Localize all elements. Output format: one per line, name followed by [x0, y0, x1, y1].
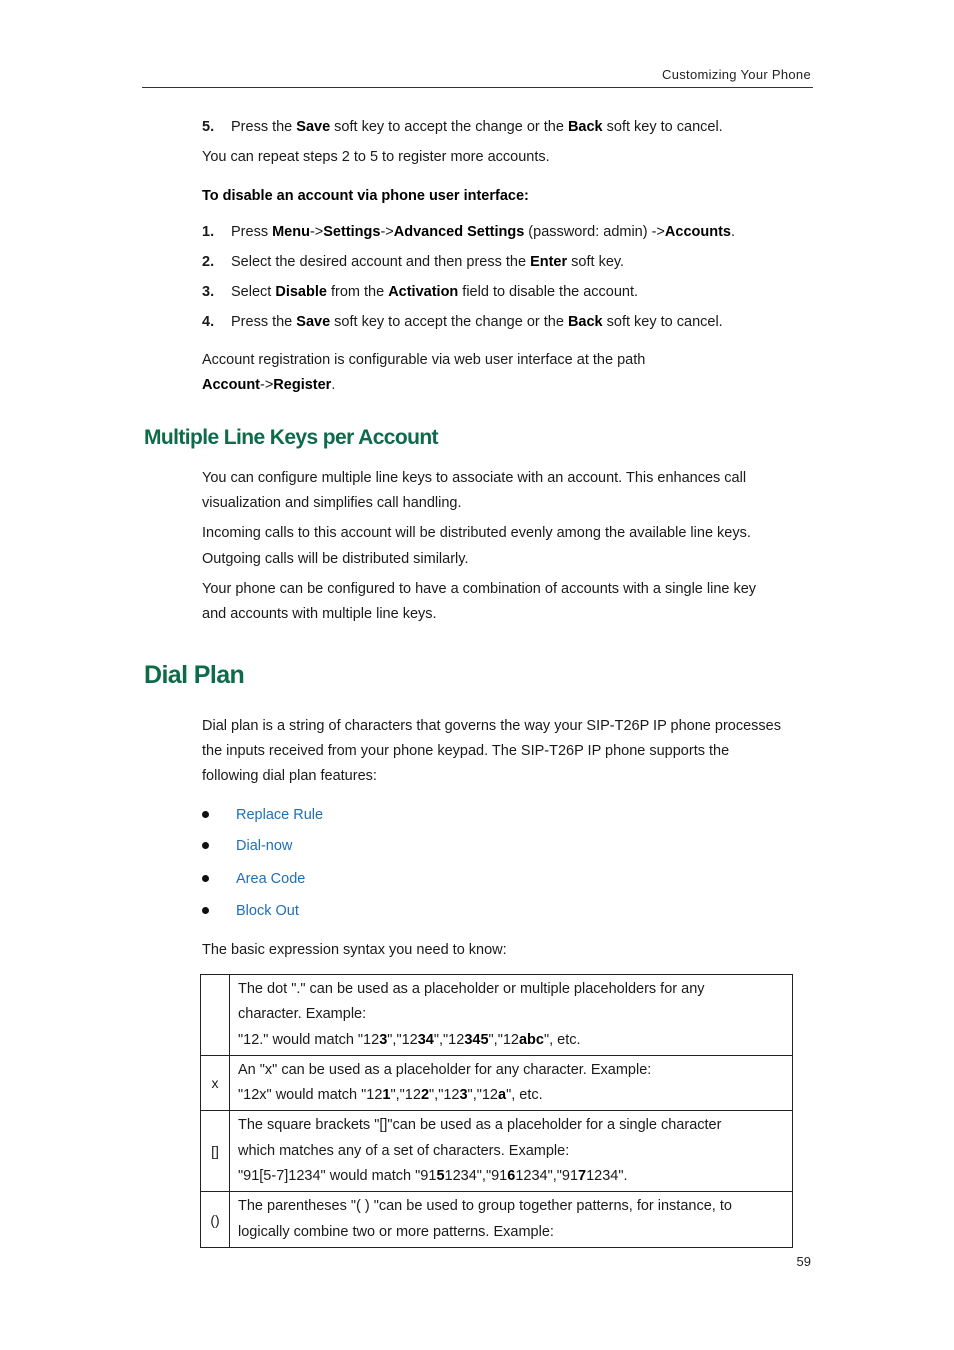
- link-replace-rule[interactable]: Replace Rule: [236, 807, 324, 823]
- syntax-table: [200, 974, 793, 1248]
- section-title-multiple-line-keys: Multiple Line Keys per Account: [144, 426, 438, 449]
- link-block-out[interactable]: Block Out: [236, 903, 299, 919]
- paragraph-line: the inputs received from your phone keypad. The SIP-T26P IP phone supports the: [202, 743, 730, 759]
- header-divider: [142, 87, 813, 88]
- table-row: [201, 1192, 793, 1248]
- list-item: [202, 871, 305, 887]
- save-key-label: Save: [296, 119, 331, 135]
- syntax-description: The dot "." can be used as a placeholder or multiple placeholders for any character. Example: "12." would match "123","1234","12345","12abc", etc.: [230, 975, 793, 1056]
- paragraph-line: Outgoing calls will be distributed similarly.: [202, 551, 469, 567]
- table-row: [201, 975, 793, 1056]
- syntax-symbol: []: [201, 1111, 230, 1192]
- paragraph-line: following dial plan features:: [202, 768, 377, 784]
- repeat-note: You can repeat steps 2 to 5 to register more accounts.: [202, 149, 550, 165]
- paragraph-line: Incoming calls to this account will be distributed evenly among the available line keys.: [202, 525, 751, 541]
- step-number: 5.: [202, 119, 215, 135]
- syntax-symbol: (): [201, 1192, 230, 1248]
- disable-step-3: 3. Select Disable from the Activation field to disable the account.: [202, 284, 639, 300]
- section-title-dial-plan: Dial Plan: [144, 661, 245, 689]
- paragraph-line: Your phone can be configured to have a combination of accounts with a single line key: [202, 581, 757, 597]
- table-row: [201, 1055, 793, 1111]
- syntax-symbol: x: [201, 1055, 230, 1111]
- disable-step-4: 4. Press the Save soft key to accept the change or the Back soft key to cancel.: [202, 314, 723, 330]
- disable-step-2: 2. Select the desired account and then press the Enter soft key.: [202, 254, 625, 270]
- procedure-heading: To disable an account via phone user interface:: [202, 188, 529, 204]
- paragraph-line: visualization and simplifies call handling.: [202, 495, 462, 511]
- list-item: [202, 838, 292, 854]
- link-area-code[interactable]: Area Code: [236, 871, 306, 887]
- disable-step-1: 1. Press Menu->Settings->Advanced Settings (password: admin) ->Accounts.: [202, 224, 736, 240]
- syntax-intro: The basic expression syntax you need to know:: [202, 942, 507, 958]
- paragraph-line: You can configure multiple line keys to associate with an account. This enhances call: [202, 470, 747, 486]
- bullet-icon: [202, 842, 209, 849]
- paragraph-line: Dial plan is a string of characters that governs the way your SIP-T26P IP phone processes: [202, 718, 781, 734]
- syntax-description: The parentheses "( ) "can be used to group together patterns, for instance, to logically combine two or more patterns. Example:: [230, 1192, 793, 1248]
- link-dial-now[interactable]: Dial-now: [236, 838, 293, 854]
- syntax-description: An "x" can be used as a placeholder for any character. Example: "12x" would match "121","122","123","12a", etc.: [230, 1055, 793, 1111]
- paragraph-line: and accounts with multiple line keys.: [202, 606, 437, 622]
- list-item: [202, 903, 299, 919]
- bullet-icon: [202, 811, 209, 818]
- page-number: 59: [796, 1254, 811, 1269]
- web-note-line-1: Account registration is configurable via web user interface at the path: [202, 352, 646, 368]
- syntax-symbol: [201, 975, 230, 1056]
- syntax-description: The square brackets "[]"can be used as a placeholder for a single character which matches any of a set of characters. Example: "91[5-7]1234" would match "9151234","9161234","9171234".: [230, 1111, 793, 1192]
- bullet-icon: [202, 907, 209, 914]
- back-key-label: Back: [567, 119, 603, 135]
- table-row: [201, 1111, 793, 1192]
- list-item: [202, 807, 323, 823]
- running-header: Customizing Your Phone: [662, 67, 811, 82]
- web-note-line-2: Account->Register.: [202, 377, 336, 393]
- bullet-icon: [202, 875, 209, 882]
- step-5: 5. Press the Save soft key to accept the change or the Back soft key to cancel.: [202, 119, 723, 135]
